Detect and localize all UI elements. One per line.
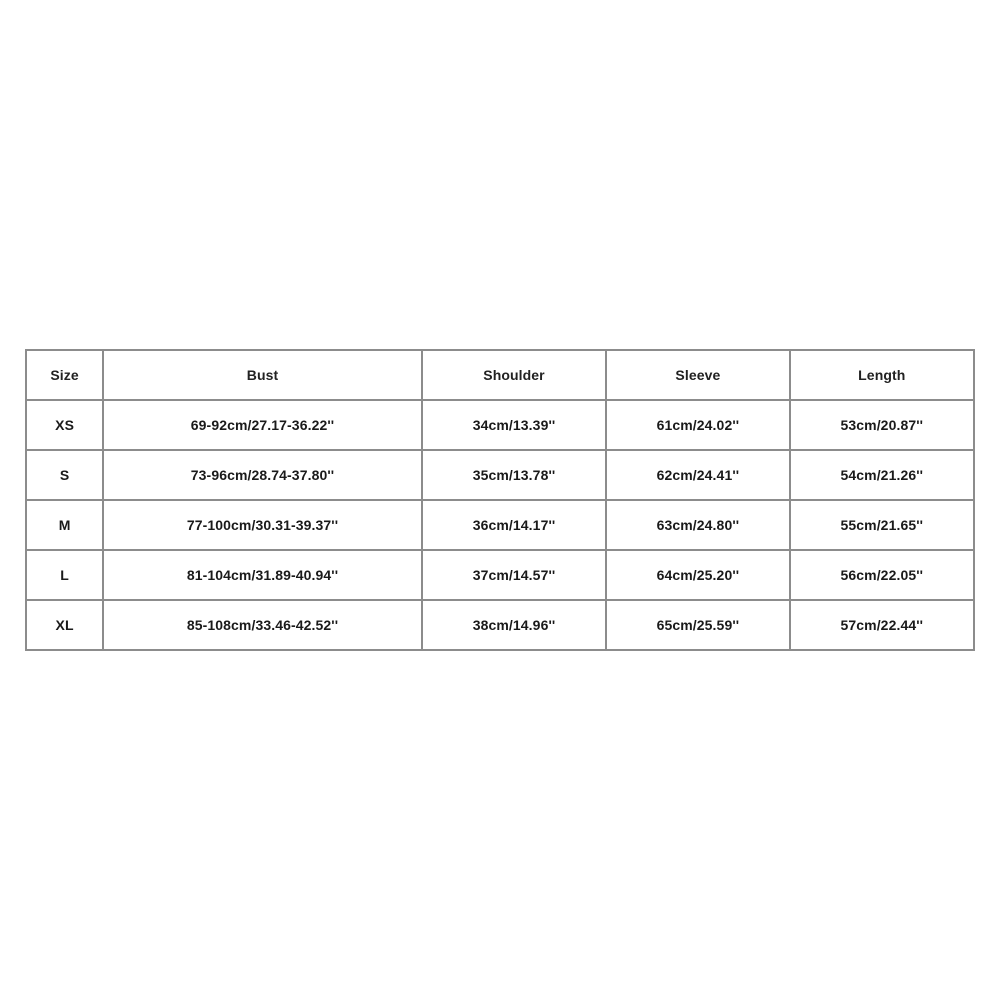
table-row — [26, 600, 974, 650]
header-bust: Bust — [103, 350, 422, 400]
cell-size: S — [26, 450, 103, 500]
header-length: Length — [790, 350, 974, 400]
cell-bust: 81-104cm/31.89-40.94'' — [103, 550, 422, 600]
header-shoulder: Shoulder — [422, 350, 606, 400]
cell-sleeve: 61cm/24.02'' — [606, 400, 789, 450]
header-size: Size — [26, 350, 103, 400]
table-row — [26, 400, 974, 450]
cell-bust: 85-108cm/33.46-42.52'' — [103, 600, 422, 650]
cell-sleeve: 64cm/25.20'' — [606, 550, 789, 600]
cell-size: L — [26, 550, 103, 600]
cell-sleeve: 65cm/25.59'' — [606, 600, 789, 650]
cell-shoulder: 35cm/13.78'' — [422, 450, 606, 500]
cell-length: 53cm/20.87'' — [790, 400, 974, 450]
size-chart-table — [25, 349, 975, 651]
cell-shoulder: 38cm/14.96'' — [422, 600, 606, 650]
cell-length: 55cm/21.65'' — [790, 500, 974, 550]
header-sleeve: Sleeve — [606, 350, 789, 400]
cell-shoulder: 36cm/14.17'' — [422, 500, 606, 550]
cell-sleeve: 62cm/24.41'' — [606, 450, 789, 500]
cell-shoulder: 34cm/13.39'' — [422, 400, 606, 450]
cell-size: XS — [26, 400, 103, 450]
cell-bust: 73-96cm/28.74-37.80'' — [103, 450, 422, 500]
cell-length: 57cm/22.44'' — [790, 600, 974, 650]
table-header-row — [26, 350, 974, 400]
table-row — [26, 500, 974, 550]
table-row — [26, 450, 974, 500]
cell-sleeve: 63cm/24.80'' — [606, 500, 789, 550]
cell-length: 54cm/21.26'' — [790, 450, 974, 500]
cell-bust: 77-100cm/30.31-39.37'' — [103, 500, 422, 550]
table-row — [26, 550, 974, 600]
cell-bust: 69-92cm/27.17-36.22'' — [103, 400, 422, 450]
cell-size: M — [26, 500, 103, 550]
cell-shoulder: 37cm/14.57'' — [422, 550, 606, 600]
cell-size: XL — [26, 600, 103, 650]
cell-length: 56cm/22.05'' — [790, 550, 974, 600]
